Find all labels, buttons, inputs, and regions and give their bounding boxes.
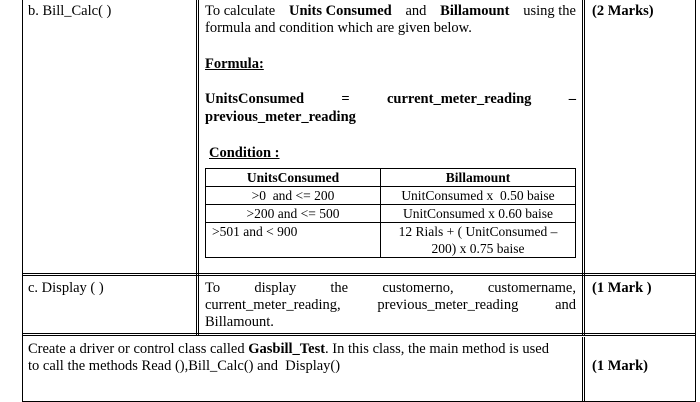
table-cell: UnitConsumed x 0.60 baise xyxy=(381,205,576,223)
table-cell: UnitConsumed x 0.50 baise xyxy=(381,187,576,205)
table-row xyxy=(206,187,576,205)
table-cell xyxy=(381,223,576,258)
desc-suffix: using the xyxy=(519,3,576,19)
driver-class-name: Gasbill_Test xyxy=(248,341,326,357)
formula-label: Formula: xyxy=(205,56,264,72)
driver-class-line2: to call the methods Read (),Bill_Calc() and Display() xyxy=(28,358,341,374)
word: current_meter_reading, xyxy=(205,297,341,313)
formula-rhs: current_meter_reading xyxy=(387,91,532,107)
word: previous_meter_reading xyxy=(377,297,519,313)
header-billamount: Billamount xyxy=(381,169,576,187)
formula-equals: = xyxy=(341,91,350,107)
method-display: c. Display ( ) xyxy=(28,280,104,296)
word: customerno, xyxy=(382,280,454,296)
formula-lhs: UnitsConsumed xyxy=(205,91,305,107)
header-units-consumed: UnitsConsumed xyxy=(206,169,381,187)
table-cell-line1: 12 Rials + ( UnitConsumed – xyxy=(398,224,558,239)
desc-billamount: Billamount xyxy=(440,3,510,19)
table-border-right xyxy=(695,0,696,402)
desc-units-consumed: Units Consumed xyxy=(288,3,392,19)
bill-calc-desc-line2: formula and condition which are given below. xyxy=(205,20,472,36)
driver-suffix: . In this class, the main method is used xyxy=(325,341,549,357)
table-row xyxy=(206,223,576,258)
column-divider-3 xyxy=(582,337,585,402)
condition-label: Condition : xyxy=(209,145,280,161)
condition-table-header xyxy=(206,169,576,187)
driver-prefix: Create a driver or control class called xyxy=(28,341,249,357)
marks-bill-calc: (2 Marks) xyxy=(592,3,654,19)
row-divider-1 xyxy=(22,273,696,276)
column-divider-2 xyxy=(582,0,585,336)
formula-line2: previous_meter_reading xyxy=(205,109,356,125)
marks-display: (1 Mark ) xyxy=(592,280,652,296)
word: customername, xyxy=(487,280,576,296)
display-desc-line1 xyxy=(205,279,576,297)
table-cell: >0 and <= 200 xyxy=(206,187,381,205)
formula-line1 xyxy=(205,90,576,108)
column-divider-1 xyxy=(196,0,199,336)
desc-mid: and xyxy=(401,3,431,19)
row-divider-2 xyxy=(22,333,696,336)
table-cell-line2: 200) x 0.75 baise xyxy=(431,241,525,256)
display-desc-line2 xyxy=(205,296,576,314)
word: and xyxy=(555,297,576,313)
desc-prefix: To calculate xyxy=(205,3,279,19)
condition-table xyxy=(205,168,576,258)
display-desc-line3: Billamount. xyxy=(205,314,274,330)
word: the xyxy=(330,280,349,296)
formula-minus: – xyxy=(568,91,576,107)
bill-calc-desc-line1 xyxy=(205,2,576,20)
word: To xyxy=(205,280,221,296)
table-border-left xyxy=(22,0,23,402)
table-row xyxy=(206,205,576,223)
word: display xyxy=(254,280,297,296)
driver-class-line1 xyxy=(28,340,549,358)
table-cell: >501 and < 900 xyxy=(206,223,381,258)
method-bill-calc: b. Bill_Calc( ) xyxy=(28,3,112,19)
marks-driver: (1 Mark) xyxy=(592,358,648,374)
table-cell: >200 and <= 500 xyxy=(206,205,381,223)
